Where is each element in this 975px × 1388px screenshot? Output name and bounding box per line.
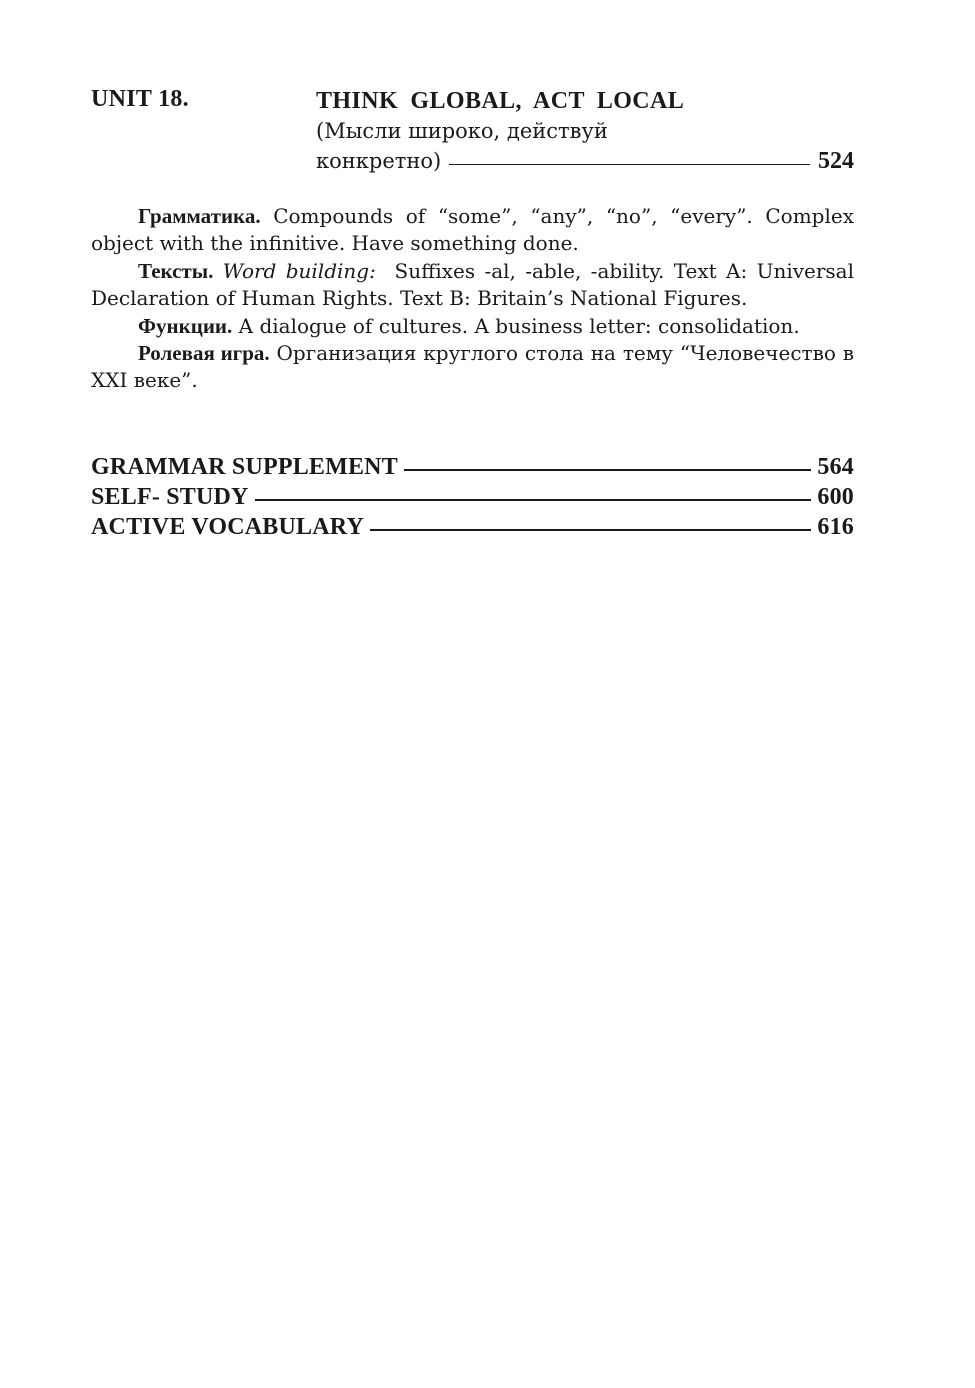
unit-subtitle-line-2 — [316, 146, 854, 176]
toc-entry-page: 600 — [817, 484, 854, 510]
toc-list — [91, 454, 854, 544]
unit-title-block — [316, 86, 854, 176]
unit-label: UNIT 18. — [91, 86, 189, 112]
toc-entry-self-study[interactable] — [91, 484, 854, 514]
toc-entry-grammar-supplement[interactable] — [91, 454, 854, 484]
grammar-text: Compounds of “some”, “any”, “no”, “every”. Complex object with the infinitive. Have something done. — [91, 204, 855, 256]
roleplay-label: Ролевая игра. — [138, 341, 270, 366]
grammar-paragraph — [91, 203, 854, 258]
toc-entry-title: SELF- STUDY — [91, 484, 249, 510]
roleplay-text: Организация круглого стола на тему “Человечество в XXI веке”. — [91, 341, 855, 393]
unit-description — [91, 203, 854, 395]
texts-paragraph — [91, 258, 854, 313]
unit-page-number: 524 — [818, 148, 854, 174]
texts-italic: Word building: — [222, 258, 376, 283]
unit-title: THINK GLOBAL, ACT LOCAL — [316, 88, 685, 114]
functions-paragraph — [91, 313, 854, 340]
toc-entry-page: 616 — [817, 514, 854, 540]
dot-leader — [404, 469, 811, 471]
toc-entry-page: 564 — [817, 454, 854, 480]
texts-label: Тексты. — [138, 258, 214, 283]
functions-text: A dialogue of cultures. A business letter: consolidation. — [238, 313, 800, 338]
unit-subtitle-line-1: (Мысли широко, действуй — [316, 119, 608, 143]
functions-label: Функции. — [138, 313, 233, 338]
toc-entry-active-vocabulary[interactable] — [91, 514, 854, 544]
toc-entry-title: ACTIVE VOCABULARY — [91, 514, 365, 540]
roleplay-paragraph — [91, 340, 854, 395]
grammar-label: Грамматика. — [138, 204, 261, 228]
dot-leader — [255, 499, 812, 501]
texts-text: Suffixes -al, -able, -ability. Text A: Universal Declaration of Human Rights. Text B: Britain’s National Figures. — [91, 258, 854, 311]
dot-leader — [449, 164, 810, 165]
dot-leader — [370, 529, 811, 531]
toc-entry-title: GRAMMAR SUPPLEMENT — [91, 454, 398, 480]
unit-subtitle-text: конкретно) — [316, 149, 442, 173]
